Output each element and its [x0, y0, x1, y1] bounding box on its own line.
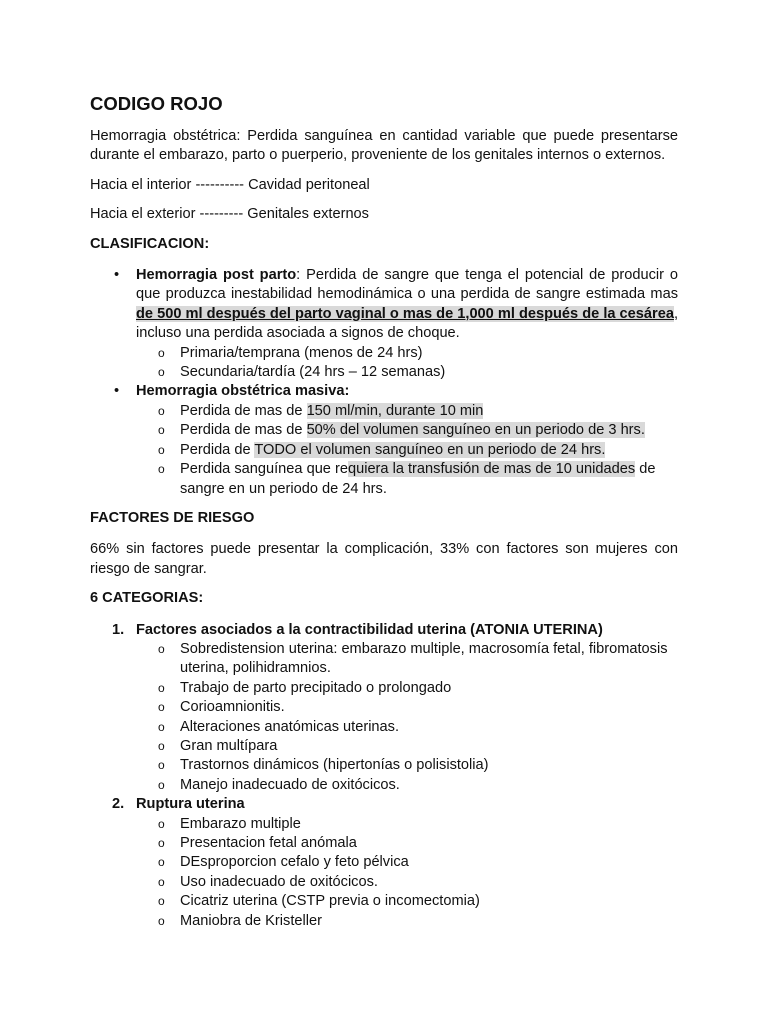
circle-bullet-icon: o: [158, 345, 165, 360]
list-item: o Sobredistension uterina: embarazo multiple, macrosomía fetal, fibromatosis uterina, polihidramnios.: [158, 640, 668, 677]
categorias-heading: 6 CATEGORIAS:: [90, 590, 204, 607]
circle-bullet-icon: o: [158, 462, 165, 477]
category-title: Factores asociados a la contractibilidad uterina (ATONIA UTERINA): [136, 621, 603, 638]
post-parto-emphasis: de 500 ml después del parto vaginal o mas de 1,000 ml después de la cesárea: [136, 305, 674, 322]
circle-bullet-icon: o: [158, 641, 165, 656]
circle-bullet-icon: o: [158, 874, 165, 889]
masiva-label: Hemorragia obstétrica masiva:: [136, 383, 350, 400]
clasificacion-list: [90, 266, 678, 499]
list-item: o Perdida sanguínea que requiera la transfusión de mas de 10 unidades de sangre en un periodo de 24 hrs.: [158, 461, 656, 497]
category-number: 1.: [112, 621, 125, 638]
masiva-sublist: [136, 402, 678, 499]
clasificacion-heading: CLASIFICACION:: [90, 235, 210, 252]
list-item-masiva: [90, 382, 678, 498]
category-sublist: [136, 640, 678, 795]
factores-heading: FACTORES DE RIESGO: [90, 509, 255, 526]
list-item: o Uso inadecuado de oxitócicos.: [90, 873, 678, 892]
list-item: o Manejo inadecuado de oxitócicos.: [90, 776, 678, 795]
post-parto-text: [136, 266, 678, 344]
factores-paragraph: 66% sin factores puede presentar la complicación, 33% con factores son mujeres con riesgo de sangrar.: [90, 541, 678, 577]
interior-line: Hacia el interior ---------- Cavidad peritoneal: [90, 176, 370, 193]
document-content: [90, 92, 678, 931]
circle-bullet-icon: o: [158, 700, 165, 715]
post-parto-definition: : Perdida de sangre que tenga el potencial de producir o que produzca inestabilidad hemodinámica o una perdida de sangre estimada mas: [136, 267, 678, 303]
list-item: o DEsproporcion cefalo y feto pélvica: [90, 853, 678, 872]
circle-bullet-icon: o: [158, 403, 165, 418]
page-title: CODIGO ROJO: [90, 93, 223, 114]
definition-paragraph: Hemorragia obstétrica: Perdida sanguínea en cantidad variable que puede presentarse durante el embarazo, parto o puerperio, proveniente de los genitales internos o externos.: [90, 128, 678, 164]
circle-bullet-icon: o: [158, 758, 165, 773]
list-item: o Alteraciones anatómicas uterinas.: [90, 718, 678, 737]
list-item: o Maniobra de Kristeller: [90, 912, 678, 931]
circle-bullet-icon: o: [158, 855, 165, 870]
list-item: o Corioamnionitis.: [90, 698, 678, 717]
circle-bullet-icon: o: [158, 365, 165, 380]
list-item: o Secundaria/tardía (24 hrs – 12 semanas): [90, 363, 678, 382]
list-item: o Perdida de mas de 150 ml/min, durante 10 min: [90, 402, 678, 421]
list-item: o Presentacion fetal anómala: [90, 834, 678, 853]
circle-bullet-icon: o: [158, 442, 165, 457]
circle-bullet-icon: o: [158, 913, 165, 928]
circle-bullet-icon: o: [158, 423, 165, 438]
post-parto-label: Hemorragia post parto: [136, 267, 297, 284]
category-sublist: [136, 815, 678, 931]
exterior-line: Hacia el exterior --------- Genitales externos: [90, 206, 369, 223]
bullet-icon: •: [114, 267, 120, 284]
category-title: Ruptura uterina: [136, 796, 245, 813]
highlighted-text: 150 ml/min, durante 10 min: [306, 402, 484, 419]
list-item: o Primaria/temprana (menos de 24 hrs): [90, 344, 678, 363]
highlighted-text: 50% del volumen sanguíneo en un periodo de 3 hrs.: [306, 422, 645, 439]
highlighted-text: TODO el volumen sanguíneo en un periodo de 24 hrs.: [254, 441, 606, 458]
circle-bullet-icon: o: [158, 816, 165, 831]
categorias-list: [90, 621, 678, 932]
list-item: o Trabajo de parto precipitado o prolongado: [90, 679, 678, 698]
list-item: o Cicatriz uterina (CSTP previa o incomectomia): [90, 892, 678, 911]
bullet-icon: •: [114, 383, 120, 400]
list-item: o Trastornos dinámicos (hipertonías o polisistolia): [90, 756, 678, 775]
list-item: o Gran multípara: [90, 737, 678, 756]
list-item: o Perdida de mas de 50% del volumen sanguíneo en un periodo de 3 hrs.: [90, 421, 678, 440]
circle-bullet-icon: o: [158, 894, 165, 909]
highlighted-text: quiera la transfusión de mas de 10 unidades: [347, 461, 636, 478]
post-parto-tail: , incluso una perdida asociada a signos de choque.: [136, 305, 678, 342]
list-item: o Embarazo multiple: [90, 815, 678, 834]
category-atonia: [90, 621, 678, 796]
category-ruptura: [90, 795, 678, 931]
list-item: o Perdida de TODO el volumen sanguíneo en un periodo de 24 hrs.: [90, 441, 678, 460]
list-item-post-parto: [90, 266, 678, 382]
circle-bullet-icon: o: [158, 738, 165, 753]
circle-bullet-icon: o: [158, 836, 165, 850]
post-parto-sublist: [136, 344, 678, 383]
category-number: 2.: [112, 796, 125, 813]
circle-bullet-icon: o: [158, 719, 165, 734]
circle-bullet-icon: o: [158, 680, 165, 695]
circle-bullet-icon: o: [158, 777, 165, 792]
